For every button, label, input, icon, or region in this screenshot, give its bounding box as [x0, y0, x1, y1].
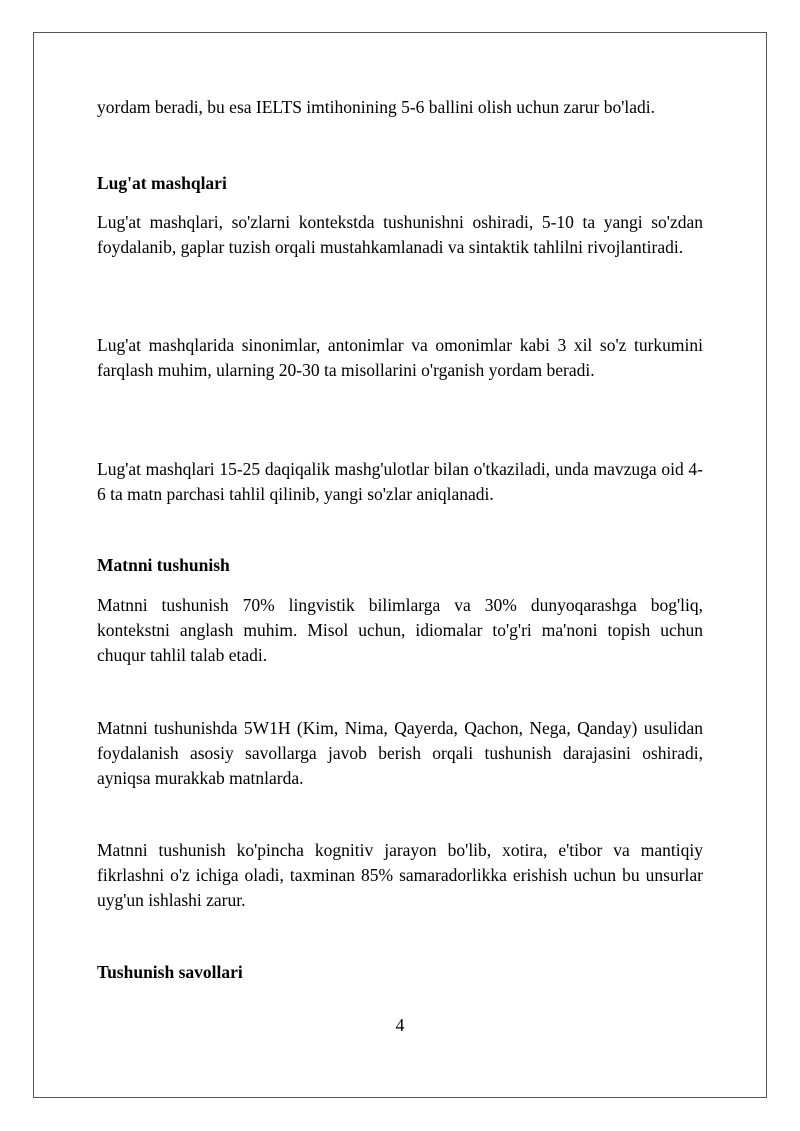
section-heading-matnni-tushunish: Matnni tushunish [97, 555, 230, 575]
section-heading-lugat-mashqlari: Lug'at mashqlari [97, 173, 227, 193]
paragraph: Matnni tushunish ko'pincha kognitiv jarayon bo'lib, xotira, e'tibor va mantiqiy fikrlashni o'z ichiga oladi, taxminan 85% samaradorlikka erishish uchun bu unsurlar uyg'un ishlashi zarur. [97, 840, 703, 910]
paragraph-continuation: yordam beradi, bu esa IELTS imtihonining 5-6 ballini olish uchun zarur bo'ladi. [97, 97, 656, 117]
paragraph: Lug'at mashqlari, so'zlarni kontekstda tushunishni oshiradi, 5-10 ta yangi so'zdan foydalanib, gaplar tuzish orqali mustahkamlanadi va sintaktik tahlilni rivojlantiradi. [97, 212, 703, 257]
page-number: 4 [395, 1015, 405, 1035]
paragraph: Matnni tushunishda 5W1H (Kim, Nima, Qayerda, Qachon, Nega, Qanday) usulidan foydalanish asosiy savollarga javob berish orqali tushunish darajasini oshiradi, ayniqsa murakkab matnlarda. [97, 718, 703, 788]
paragraph: Lug'at mashqlarida sinonimlar, antonimlar va omonimlar kabi 3 xil so'z turkumini farqlash muhim, ularning 20-30 ta misollarini o'rganish yordam beradi. [97, 335, 703, 380]
paragraph: Matnni tushunish 70% lingvistik bilimlarga va 30% dunyoqarashga bog'liq, kontekstni anglash muhim. Misol uchun, idiomalar to'g'ri ma'noni topish uchun chuqur tahlil talab etadi. [97, 595, 703, 665]
section-heading-tushunish-savollari: Tushunish savollari [97, 962, 243, 982]
paragraph: Lug'at mashqlari 15-25 daqiqalik mashg'ulotlar bilan o'tkaziladi, unda mavzuga oid 4-6 ta matn parchasi tahlil qilinib, yangi so'zlar aniqlanadi. [97, 459, 703, 504]
